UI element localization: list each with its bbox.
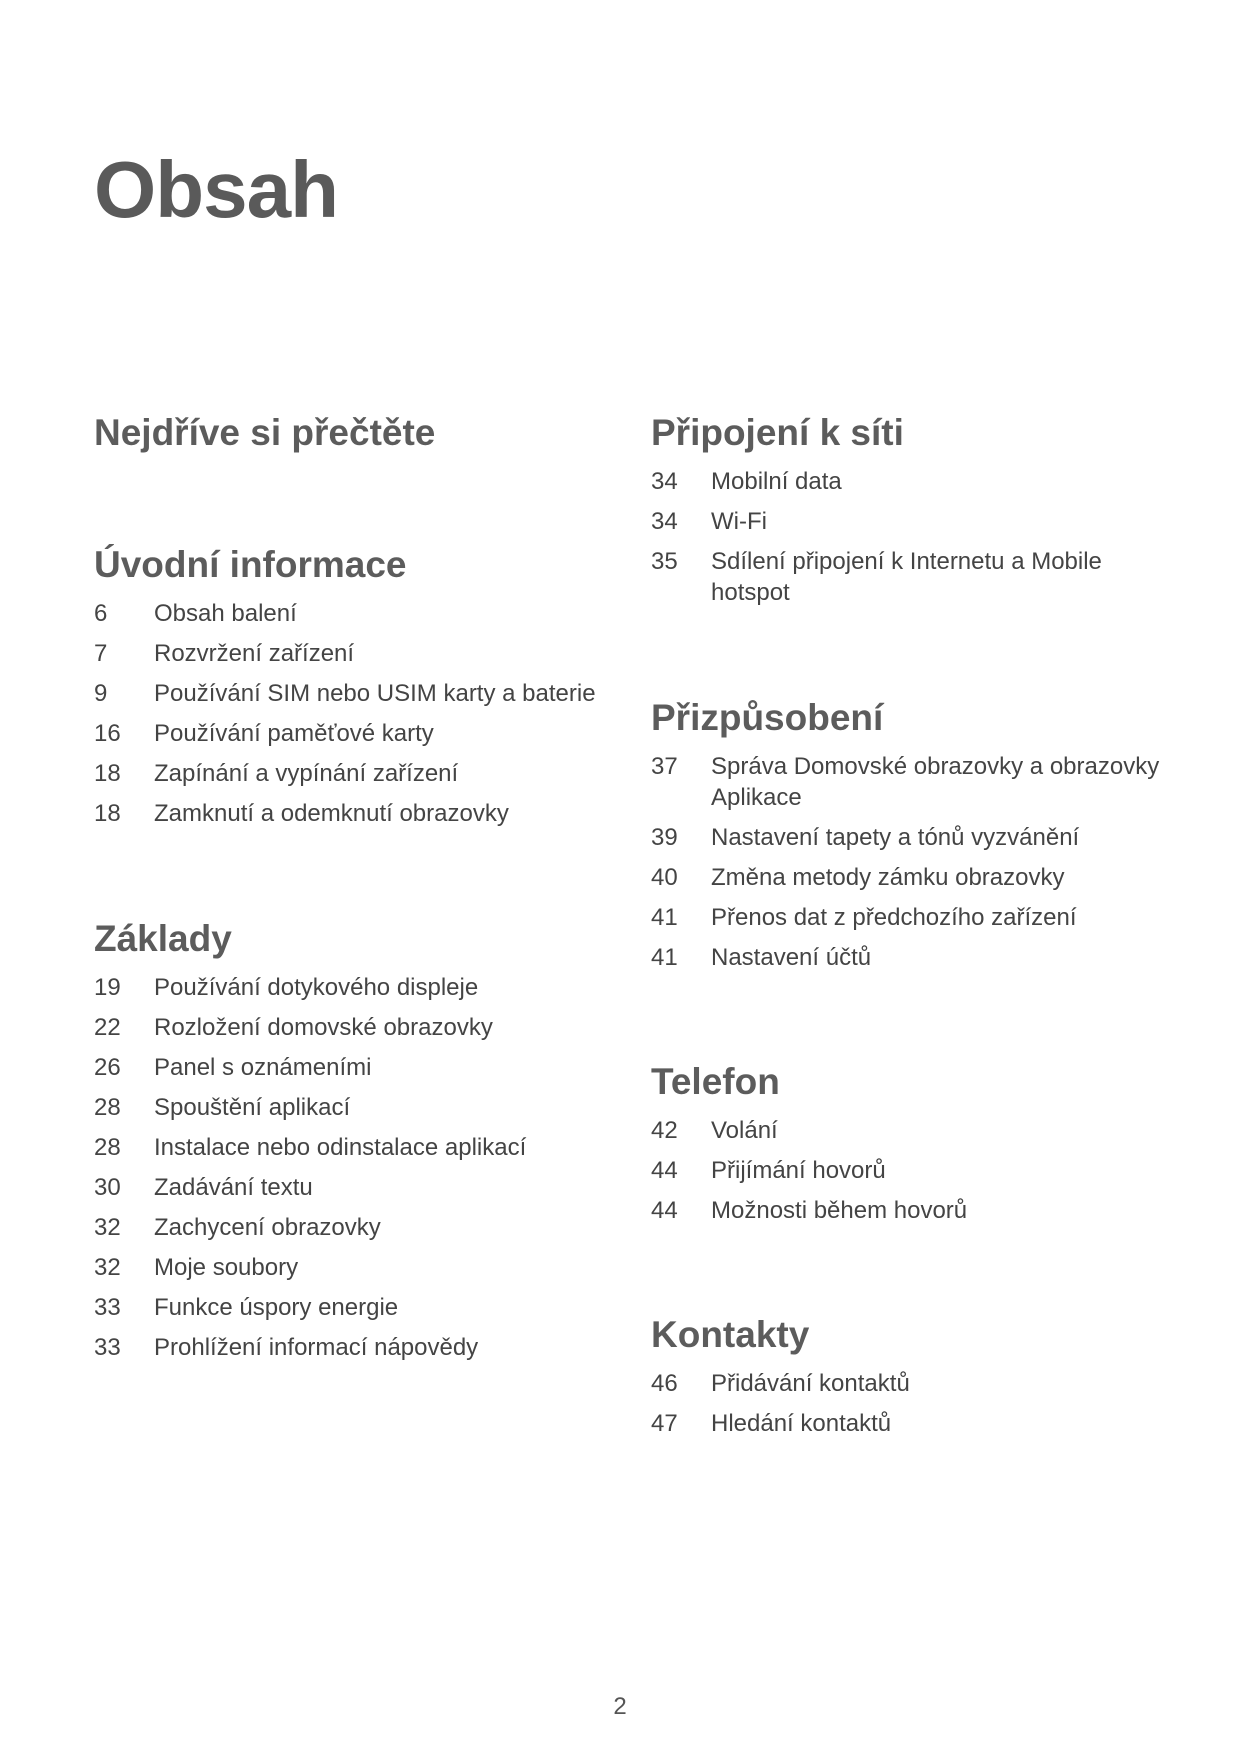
toc-page-number: 19: [94, 974, 121, 1001]
toc-page-number: 32: [94, 1254, 121, 1281]
toc-entry[interactable]: [651, 1408, 1171, 1439]
section-title[interactable]: Základy: [94, 918, 232, 959]
page-number: 2: [613, 1693, 627, 1720]
section-title[interactable]: Kontakty: [651, 1314, 810, 1355]
toc-entry[interactable]: [651, 1195, 1171, 1226]
toc-entry[interactable]: [94, 1212, 634, 1243]
toc-entry[interactable]: [651, 1155, 1171, 1186]
toc-list: [651, 1368, 1171, 1439]
toc-entry-label: Rozvržení zařízení: [154, 640, 355, 667]
toc-entry-label: Používání paměťové karty: [154, 720, 434, 747]
toc-entry-label: Zachycení obrazovky: [154, 1214, 381, 1241]
toc-entry[interactable]: [651, 1368, 1171, 1399]
toc-entry[interactable]: [94, 758, 634, 789]
toc-entry[interactable]: [94, 1052, 634, 1083]
toc-entry[interactable]: [94, 678, 634, 709]
toc-entry[interactable]: [651, 546, 1171, 608]
toc-page-number: 18: [94, 800, 121, 827]
section-title[interactable]: Telefon: [651, 1061, 780, 1102]
section-kontakty: [651, 1310, 1171, 1448]
toc-list: [651, 466, 1171, 608]
toc-page-number: 28: [94, 1134, 121, 1161]
toc-page-number: 44: [651, 1197, 678, 1224]
toc-page-number: 22: [94, 1014, 121, 1041]
section-uvodni-informace: [94, 540, 634, 838]
toc-entry-label: Instalace nebo odinstalace aplikací: [154, 1134, 527, 1161]
toc-page-number: 34: [651, 508, 678, 535]
toc-page-number: 32: [94, 1214, 121, 1241]
toc-page-number: 40: [651, 864, 678, 891]
toc-entry-label: Přenos dat z předchozího zařízení: [711, 904, 1077, 931]
toc-page-number: 26: [94, 1054, 121, 1081]
toc-entry-label: Panel s oznámeními: [154, 1054, 372, 1081]
toc-page-number: 46: [651, 1370, 678, 1397]
toc-entry-label: Spouštění aplikací: [154, 1094, 351, 1121]
toc-page-number: 33: [94, 1334, 121, 1361]
toc-entry-label: Zadávání textu: [154, 1174, 313, 1201]
toc-entry-label: Nastavení účtů: [711, 944, 872, 971]
toc-list: [651, 1115, 1171, 1226]
toc-page-number: 47: [651, 1410, 678, 1437]
toc-entry[interactable]: [651, 862, 1171, 893]
toc-page-number: 37: [651, 753, 678, 780]
toc-page-number: 34: [651, 468, 678, 495]
toc-page-number: 35: [651, 548, 678, 575]
toc-page-number: 41: [651, 904, 678, 931]
toc-list: [94, 972, 634, 1363]
section-prizpusobeni: [651, 693, 1171, 982]
toc-entry-label: Možnosti během hovorů: [711, 1197, 968, 1224]
section-title[interactable]: Úvodní informace: [94, 544, 407, 585]
toc-entry[interactable]: [651, 751, 1171, 813]
toc-entry-label: Správa Domovské obrazovky a obrazovky Aplikace: [711, 753, 1160, 811]
section-title[interactable]: Připojení k síti: [651, 412, 904, 453]
section-nejdrive-si-prectete: [94, 408, 634, 466]
toc-entry[interactable]: [94, 1092, 634, 1123]
toc-entry-label: Funkce úspory energie: [154, 1294, 399, 1321]
toc-page-number: 28: [94, 1094, 121, 1121]
toc-page-number: 6: [94, 600, 108, 627]
toc-entry-label: Rozložení domovské obrazovky: [154, 1014, 493, 1041]
toc-entry[interactable]: [94, 1132, 634, 1163]
toc-entry-label: Volání: [711, 1117, 778, 1144]
toc-page-number: 39: [651, 824, 678, 851]
toc-entry[interactable]: [94, 972, 634, 1003]
toc-page-number: 18: [94, 760, 121, 787]
toc-entry-label: Zapínání a vypínání zařízení: [154, 760, 459, 787]
section-telefon: [651, 1057, 1171, 1235]
toc-page-number: 7: [94, 640, 108, 667]
toc-entry-label: Používání SIM nebo USIM karty a baterie: [154, 680, 596, 707]
toc-entry-label: Přidávání kontaktů: [711, 1370, 910, 1397]
toc-entry[interactable]: [94, 1332, 634, 1363]
toc-entry[interactable]: [651, 1115, 1171, 1146]
toc-entry[interactable]: [94, 598, 634, 629]
toc-entry[interactable]: [651, 506, 1171, 537]
toc-entry[interactable]: [651, 942, 1171, 973]
toc-entry[interactable]: [94, 638, 634, 669]
toc-entry-label: Přijímání hovorů: [711, 1157, 886, 1184]
page-title: Obsah: [94, 145, 338, 234]
toc-list: [651, 751, 1171, 973]
toc-entry-label: Používání dotykového displeje: [154, 974, 479, 1001]
toc-entry-label: Moje soubory: [154, 1254, 299, 1281]
section-pripojeni-k-siti: [651, 408, 1171, 617]
toc-entry[interactable]: [651, 902, 1171, 933]
toc-entry-label: Wi-Fi: [711, 508, 767, 535]
toc-entry[interactable]: [651, 466, 1171, 497]
toc-entry[interactable]: [94, 1012, 634, 1043]
section-title[interactable]: Nejdříve si přečtěte: [94, 412, 436, 453]
toc-entry[interactable]: [94, 1252, 634, 1283]
toc-entry[interactable]: [651, 822, 1171, 853]
toc-page-number: 30: [94, 1174, 121, 1201]
toc-page-number: 44: [651, 1157, 678, 1184]
toc-entry-label: Sdílení připojení k Internetu a Mobile hotspot: [711, 548, 1102, 606]
toc-entry[interactable]: [94, 1292, 634, 1323]
toc-page-number: 9: [94, 680, 108, 707]
toc-entry-label: Změna metody zámku obrazovky: [711, 864, 1065, 891]
toc-entry[interactable]: [94, 1172, 634, 1203]
section-title[interactable]: Přizpůsobení: [651, 697, 884, 738]
toc-entry-label: Mobilní data: [711, 468, 842, 495]
toc-page-number: 41: [651, 944, 678, 971]
toc-entry[interactable]: [94, 718, 634, 749]
toc-list: [94, 598, 634, 829]
toc-entry-label: Nastavení tapety a tónů vyzvánění: [711, 824, 1080, 851]
toc-page-number: 42: [651, 1117, 678, 1144]
toc-entry-label: Zamknutí a odemknutí obrazovky: [154, 800, 509, 827]
toc-page-number: 16: [94, 720, 121, 747]
toc-entry-label: Obsah balení: [154, 600, 297, 627]
toc-entry-label: Prohlížení informací nápovědy: [154, 1334, 479, 1361]
section-zaklady: [94, 914, 634, 1372]
toc-page-number: 33: [94, 1294, 121, 1321]
toc-entry[interactable]: [94, 798, 634, 829]
toc-entry-label: Hledání kontaktů: [711, 1410, 892, 1437]
